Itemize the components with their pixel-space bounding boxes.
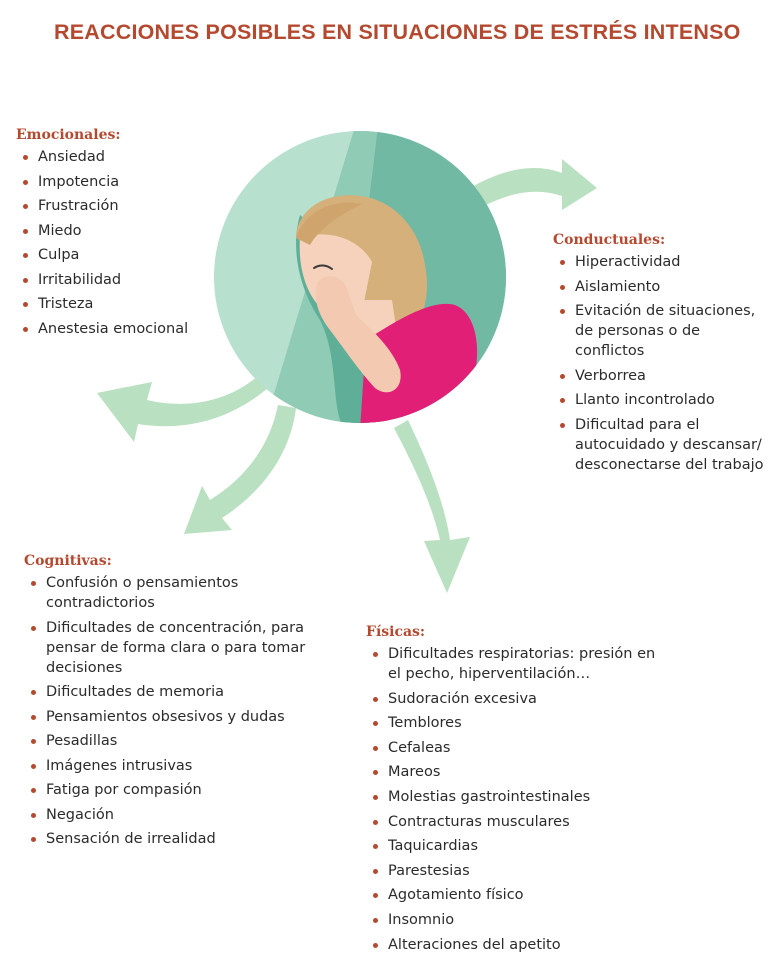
list-item [366,689,656,709]
bullet-icon [23,229,28,234]
list-item [366,935,656,955]
list-item-label: Insomnio [388,911,455,928]
list-item [366,861,656,881]
list-item-label: Pesadillas [46,733,118,749]
list-item [553,277,765,297]
list-item-label: Pensamientos obsesivos y dudas [46,708,285,725]
group-emocionales [16,127,246,343]
bullet-icon [373,721,378,726]
list-item-label: Irritabilidad [38,271,122,288]
bullet-icon [23,278,28,283]
curved-arrow-icon [394,420,470,593]
list-item [366,644,656,684]
list-item-label: Miedo [38,222,82,239]
bullet-icon [23,204,28,209]
list-item-label: Hiperactividad [575,254,681,270]
bullet-icon [31,739,36,744]
group-heading: Físicas: [366,624,426,640]
list-item [366,762,656,782]
bullet-icon [31,715,36,720]
list-item-label: Llanto incontrolado [575,392,715,408]
item-list [24,573,324,849]
list-item-label: Cefaleas [388,739,451,756]
bullet-icon [373,697,378,702]
list-item [366,787,656,807]
item-list [16,147,246,339]
curved-arrow-icon [97,376,268,442]
list-item [553,415,765,475]
list-item-label: Dificultades de memoria [46,684,225,700]
bullet-icon [373,820,378,825]
list-item-label: Molestias gastrointestinales [388,788,591,805]
bullet-icon [31,837,36,842]
list-item [16,319,246,339]
group-heading: Cognitivas: [24,553,112,569]
bullet-icon [560,309,565,314]
list-item-label: Contracturas musculares [388,813,570,830]
list-item [366,738,656,758]
bullet-icon [560,260,565,265]
list-item [24,731,324,751]
bullet-icon [23,253,28,258]
group-cognitivas [24,553,324,854]
list-item-label: Taquicardias [388,838,479,855]
bullet-icon [31,788,36,793]
list-item-label: Negación [46,806,114,823]
bullet-icon [23,327,28,332]
list-item-label: Verborrea [575,367,646,384]
list-item [24,829,324,849]
bullet-icon [373,943,378,948]
list-item [553,390,765,410]
bullet-icon [373,869,378,874]
list-item-label: Anestesia emocional [38,320,189,337]
list-item [24,780,324,800]
list-item [16,294,246,314]
list-item-label: Temblores [388,715,462,732]
list-item [366,812,656,832]
list-item [24,573,324,613]
list-item [366,910,656,930]
list-item [16,147,246,167]
bullet-icon [560,398,565,403]
list-item [16,221,246,241]
list-item [24,756,324,776]
list-item [366,885,656,905]
list-item [366,713,656,733]
list-item-label: Dificultades respiratorias: presión en el pecho, hiperventilación… [388,646,656,682]
list-item-label: Confusión o pensamientos contradictorios [46,575,239,611]
list-item-label: Frustración [38,198,119,214]
bullet-icon [560,374,565,379]
bullet-icon [31,690,36,695]
list-item [366,836,656,856]
list-item [24,805,324,825]
list-item-label: Dificultad para el autocuidado y descansar/ desconectarse del trabajo [575,416,764,473]
list-item [16,196,246,216]
bullet-icon [23,302,28,307]
bullet-icon [373,770,378,775]
list-item-label: Parestesias [388,862,470,879]
list-item-label: Sensación de irrealidad [46,831,216,847]
list-item [553,252,765,272]
bullet-icon [31,764,36,769]
list-item-label: Agotamiento físico [388,887,524,904]
item-list [553,252,765,475]
list-item-label: Mareos [388,764,441,781]
bullet-icon [373,746,378,751]
list-item-label: Fatiga por compasión [46,782,202,798]
list-item-label: Evitación de situaciones, de personas o de conflictos [575,303,756,359]
list-item-label: Culpa [38,247,80,263]
curved-arrow-icon [184,405,296,534]
list-item [24,682,324,702]
list-item-label: Alteraciones del apetito [388,936,561,953]
bullet-icon [373,795,378,800]
bullet-icon [23,180,28,185]
list-item-label: Dificultades de concentración, para pensar de forma clara o para tomar decisiones [46,619,306,676]
bullet-icon [23,155,28,160]
list-item-label: Aislamiento [575,278,661,295]
page-title: REACCIONES POSIBLES EN SITUACIONES DE ESTRÉS INTENSO [54,20,741,44]
curved-arrow-icon [470,159,597,210]
bullet-icon [31,813,36,818]
list-item [16,270,246,290]
group-fisicas [366,624,656,959]
list-item-label: Impotencia [38,173,120,190]
list-item [16,172,246,192]
bullet-icon [560,423,565,428]
bullet-icon [373,893,378,898]
bullet-icon [31,626,36,631]
list-item [553,366,765,386]
list-item [16,245,246,265]
list-item-label: Ansiedad [38,149,105,165]
item-list [366,644,656,955]
list-item-label: Tristeza [38,296,94,312]
list-item [553,301,765,361]
bullet-icon [560,285,565,290]
list-item-label: Imágenes intrusivas [46,757,193,774]
group-heading: Conductuales: [553,232,666,248]
list-item-label: Sudoración excesiva [388,690,537,707]
bullet-icon [373,918,378,923]
bullet-icon [373,844,378,849]
list-item [24,707,324,727]
bullet-icon [373,652,378,657]
list-item [24,618,324,678]
group-conductuales [553,232,765,479]
bullet-icon [31,581,36,586]
group-heading: Emocionales: [16,127,121,143]
